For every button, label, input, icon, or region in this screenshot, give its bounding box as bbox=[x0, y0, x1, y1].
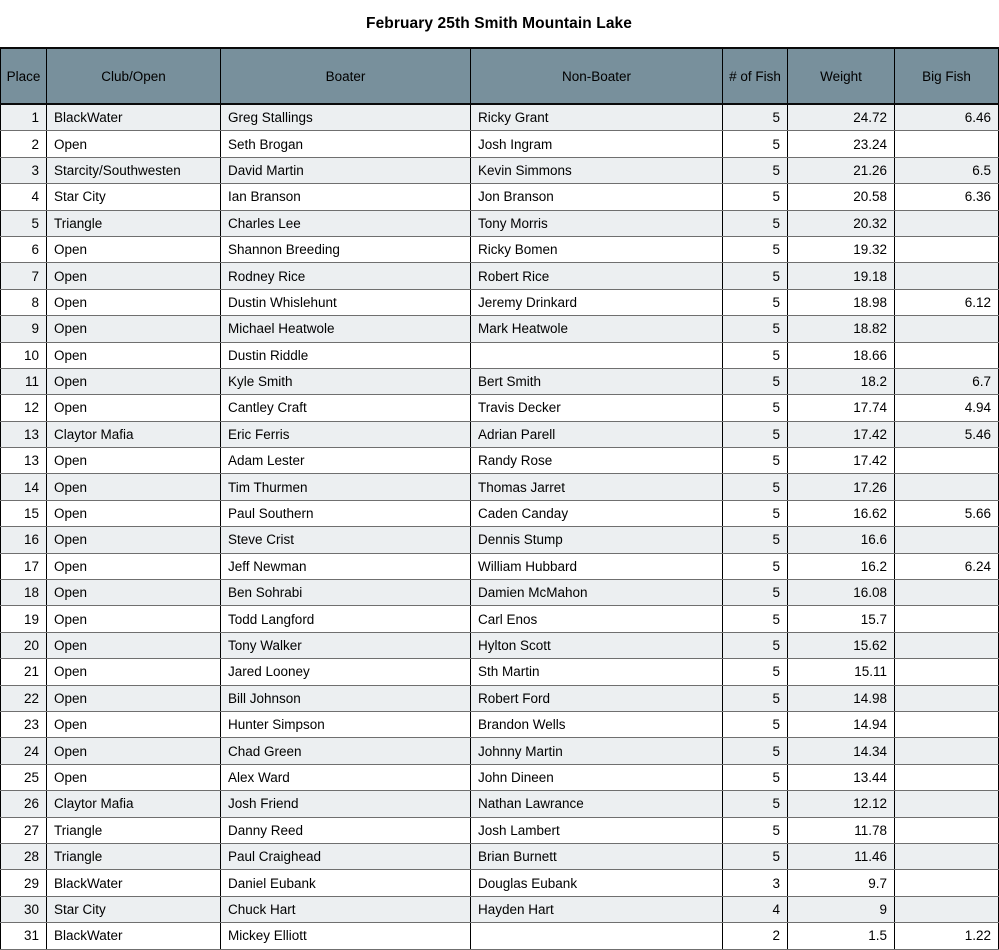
table-row bbox=[1, 368, 999, 394]
cell-club[interactable]: BlackWater bbox=[47, 923, 221, 949]
cell-fish-count[interactable]: 5 bbox=[723, 342, 788, 368]
cell-big-fish[interactable] bbox=[895, 448, 999, 474]
cell-fish-count[interactable]: 5 bbox=[723, 395, 788, 421]
cell-big-fish[interactable] bbox=[895, 342, 999, 368]
cell-big-fish[interactable] bbox=[895, 764, 999, 790]
cell-place[interactable]: 10 bbox=[1, 342, 47, 368]
cell-place[interactable]: 5 bbox=[1, 210, 47, 236]
page-title: February 25th Smith Mountain Lake bbox=[366, 14, 632, 32]
cell-big-fish[interactable]: 4.94 bbox=[895, 395, 999, 421]
cell-fish-count[interactable]: 5 bbox=[723, 421, 788, 447]
cell-boater[interactable]: Chad Green bbox=[221, 738, 471, 764]
column-header-boater[interactable]: Boater bbox=[221, 48, 471, 104]
cell-place[interactable]: 26 bbox=[1, 791, 47, 817]
cell-weight[interactable]: 14.98 bbox=[788, 685, 895, 711]
header-row bbox=[1, 48, 999, 104]
table-row bbox=[1, 342, 999, 368]
cell-fish-count[interactable]: 2 bbox=[723, 923, 788, 949]
cell-fish-count[interactable]: 5 bbox=[723, 580, 788, 606]
cell-non-boater[interactable]: Brandon Wells bbox=[471, 711, 723, 737]
cell-club[interactable]: BlackWater bbox=[47, 104, 221, 131]
cell-club[interactable]: Open bbox=[47, 448, 221, 474]
cell-boater[interactable]: Steve Crist bbox=[221, 527, 471, 553]
table-row bbox=[1, 395, 999, 421]
cell-fish-count[interactable]: 5 bbox=[723, 236, 788, 262]
cell-boater[interactable]: Paul Southern bbox=[221, 500, 471, 526]
cell-club[interactable]: Open bbox=[47, 659, 221, 685]
table-row bbox=[1, 448, 999, 474]
table-row bbox=[1, 791, 999, 817]
cell-weight[interactable]: 9 bbox=[788, 896, 895, 922]
table-row bbox=[1, 500, 999, 526]
cell-weight[interactable]: 16.08 bbox=[788, 580, 895, 606]
cell-club[interactable]: Open bbox=[47, 289, 221, 315]
cell-weight[interactable]: 23.24 bbox=[788, 131, 895, 157]
cell-boater[interactable]: Mickey Elliott bbox=[221, 923, 471, 949]
cell-non-boater[interactable]: Mark Heatwole bbox=[471, 316, 723, 342]
cell-weight[interactable]: 18.66 bbox=[788, 342, 895, 368]
cell-club[interactable]: Starcity/Southwesten bbox=[47, 157, 221, 183]
cell-fish-count[interactable]: 5 bbox=[723, 527, 788, 553]
cell-boater[interactable]: Jeff Newman bbox=[221, 553, 471, 579]
cell-fish-count[interactable]: 5 bbox=[723, 817, 788, 843]
cell-fish-count[interactable]: 3 bbox=[723, 870, 788, 896]
cell-non-boater[interactable]: William Hubbard bbox=[471, 553, 723, 579]
cell-club[interactable]: Open bbox=[47, 764, 221, 790]
cell-fish-count[interactable]: 5 bbox=[723, 500, 788, 526]
cell-club[interactable]: Triangle bbox=[47, 817, 221, 843]
cell-boater[interactable]: Tim Thurmen bbox=[221, 474, 471, 500]
cell-place[interactable]: 1 bbox=[1, 104, 47, 131]
cell-non-boater[interactable]: Nathan Lawrance bbox=[471, 791, 723, 817]
table-row bbox=[1, 263, 999, 289]
cell-boater[interactable]: Michael Heatwole bbox=[221, 316, 471, 342]
cell-place[interactable]: 9 bbox=[1, 316, 47, 342]
results-table bbox=[0, 47, 999, 950]
cell-club[interactable]: Open bbox=[47, 632, 221, 658]
table-row bbox=[1, 738, 999, 764]
cell-weight[interactable]: 17.42 bbox=[788, 421, 895, 447]
cell-club[interactable]: Open bbox=[47, 685, 221, 711]
column-header-non-boater[interactable]: Non-Boater bbox=[471, 48, 723, 104]
table-row bbox=[1, 580, 999, 606]
column-header-club-open[interactable]: Club/Open bbox=[47, 48, 221, 104]
table-row bbox=[1, 923, 999, 949]
cell-weight[interactable]: 14.94 bbox=[788, 711, 895, 737]
cell-big-fish[interactable] bbox=[895, 632, 999, 658]
cell-boater[interactable]: Cantley Craft bbox=[221, 395, 471, 421]
cell-big-fish[interactable] bbox=[895, 711, 999, 737]
cell-boater[interactable]: David Martin bbox=[221, 157, 471, 183]
cell-non-boater[interactable]: Hylton Scott bbox=[471, 632, 723, 658]
cell-club[interactable]: Star City bbox=[47, 896, 221, 922]
cell-non-boater[interactable]: Ricky Bomen bbox=[471, 236, 723, 262]
table-row bbox=[1, 316, 999, 342]
cell-non-boater[interactable]: Dennis Stump bbox=[471, 527, 723, 553]
cell-weight[interactable]: 18.98 bbox=[788, 289, 895, 315]
table-row bbox=[1, 527, 999, 553]
cell-boater[interactable]: Hunter Simpson bbox=[221, 711, 471, 737]
cell-club[interactable]: Open bbox=[47, 527, 221, 553]
cell-fish-count[interactable]: 5 bbox=[723, 184, 788, 210]
title-bar bbox=[0, 0, 998, 47]
cell-club[interactable]: Triangle bbox=[47, 210, 221, 236]
cell-weight[interactable]: 12.12 bbox=[788, 791, 895, 817]
cell-non-boater[interactable]: Robert Rice bbox=[471, 263, 723, 289]
cell-club[interactable]: Open bbox=[47, 131, 221, 157]
cell-weight[interactable]: 14.34 bbox=[788, 738, 895, 764]
cell-boater[interactable]: Seth Brogan bbox=[221, 131, 471, 157]
cell-place[interactable]: 7 bbox=[1, 263, 47, 289]
cell-weight[interactable]: 15.11 bbox=[788, 659, 895, 685]
cell-weight[interactable]: 11.78 bbox=[788, 817, 895, 843]
cell-non-boater[interactable]: Damien McMahon bbox=[471, 580, 723, 606]
cell-weight[interactable]: 1.5 bbox=[788, 923, 895, 949]
cell-non-boater[interactable]: Josh Ingram bbox=[471, 131, 723, 157]
cell-non-boater[interactable]: Caden Canday bbox=[471, 500, 723, 526]
cell-non-boater[interactable]: Jon Branson bbox=[471, 184, 723, 210]
table-row bbox=[1, 843, 999, 869]
cell-fish-count[interactable]: 5 bbox=[723, 764, 788, 790]
table-row bbox=[1, 104, 999, 131]
cell-boater[interactable]: Tony Walker bbox=[221, 632, 471, 658]
cell-boater[interactable]: Rodney Rice bbox=[221, 263, 471, 289]
table-row bbox=[1, 659, 999, 685]
cell-non-boater[interactable] bbox=[471, 923, 723, 949]
cell-boater[interactable]: Paul Craighead bbox=[221, 843, 471, 869]
cell-non-boater[interactable]: Carl Enos bbox=[471, 606, 723, 632]
cell-boater[interactable]: Adam Lester bbox=[221, 448, 471, 474]
cell-place[interactable]: 11 bbox=[1, 368, 47, 394]
cell-weight[interactable]: 17.26 bbox=[788, 474, 895, 500]
cell-big-fish[interactable]: 5.46 bbox=[895, 421, 999, 447]
table-row bbox=[1, 896, 999, 922]
cell-weight[interactable]: 16.62 bbox=[788, 500, 895, 526]
cell-weight[interactable]: 17.42 bbox=[788, 448, 895, 474]
cell-non-boater[interactable]: Robert Ford bbox=[471, 685, 723, 711]
cell-boater[interactable]: Jared Looney bbox=[221, 659, 471, 685]
cell-fish-count[interactable]: 5 bbox=[723, 659, 788, 685]
cell-non-boater[interactable]: Hayden Hart bbox=[471, 896, 723, 922]
cell-weight[interactable]: 16.6 bbox=[788, 527, 895, 553]
cell-big-fish[interactable]: 6.5 bbox=[895, 157, 999, 183]
cell-big-fish[interactable] bbox=[895, 474, 999, 500]
cell-non-boater[interactable]: Sth Martin bbox=[471, 659, 723, 685]
cell-non-boater[interactable]: Kevin Simmons bbox=[471, 157, 723, 183]
cell-non-boater[interactable]: Josh Lambert bbox=[471, 817, 723, 843]
cell-place[interactable]: 27 bbox=[1, 817, 47, 843]
cell-big-fish[interactable] bbox=[895, 685, 999, 711]
cell-fish-count[interactable]: 5 bbox=[723, 606, 788, 632]
cell-place[interactable]: 19 bbox=[1, 606, 47, 632]
cell-club[interactable]: Open bbox=[47, 606, 221, 632]
cell-club[interactable]: Open bbox=[47, 263, 221, 289]
cell-weight[interactable]: 15.7 bbox=[788, 606, 895, 632]
cell-club[interactable]: Claytor Mafia bbox=[47, 421, 221, 447]
cell-club[interactable]: Open bbox=[47, 500, 221, 526]
cell-boater[interactable]: Kyle Smith bbox=[221, 368, 471, 394]
cell-place[interactable]: 28 bbox=[1, 843, 47, 869]
table-row bbox=[1, 289, 999, 315]
cell-place[interactable]: 30 bbox=[1, 896, 47, 922]
table-row bbox=[1, 474, 999, 500]
cell-non-boater[interactable]: Johnny Martin bbox=[471, 738, 723, 764]
cell-place[interactable]: 15 bbox=[1, 500, 47, 526]
cell-place[interactable]: 29 bbox=[1, 870, 47, 896]
cell-boater[interactable]: Danny Reed bbox=[221, 817, 471, 843]
cell-club[interactable]: Triangle bbox=[47, 843, 221, 869]
cell-weight[interactable]: 24.72 bbox=[788, 104, 895, 131]
cell-club[interactable]: Open bbox=[47, 316, 221, 342]
cell-boater[interactable]: Shannon Breeding bbox=[221, 236, 471, 262]
cell-club[interactable]: Star City bbox=[47, 184, 221, 210]
cell-place[interactable]: 20 bbox=[1, 632, 47, 658]
cell-fish-count[interactable]: 5 bbox=[723, 632, 788, 658]
cell-big-fish[interactable] bbox=[895, 817, 999, 843]
cell-boater[interactable]: Chuck Hart bbox=[221, 896, 471, 922]
cell-club[interactable]: Open bbox=[47, 580, 221, 606]
table-row bbox=[1, 817, 999, 843]
cell-fish-count[interactable]: 5 bbox=[723, 553, 788, 579]
cell-fish-count[interactable]: 4 bbox=[723, 896, 788, 922]
cell-fish-count[interactable]: 5 bbox=[723, 210, 788, 236]
cell-fish-count[interactable]: 5 bbox=[723, 474, 788, 500]
table-row bbox=[1, 157, 999, 183]
cell-place[interactable]: 8 bbox=[1, 289, 47, 315]
cell-non-boater[interactable] bbox=[471, 342, 723, 368]
cell-big-fish[interactable] bbox=[895, 131, 999, 157]
cell-big-fish[interactable]: 6.46 bbox=[895, 104, 999, 131]
cell-boater[interactable]: Dustin Riddle bbox=[221, 342, 471, 368]
cell-boater[interactable]: Ian Branson bbox=[221, 184, 471, 210]
cell-non-boater[interactable]: Brian Burnett bbox=[471, 843, 723, 869]
column-header-place[interactable]: Place bbox=[1, 48, 47, 104]
cell-weight[interactable]: 9.7 bbox=[788, 870, 895, 896]
cell-big-fish[interactable] bbox=[895, 659, 999, 685]
cell-big-fish[interactable] bbox=[895, 527, 999, 553]
cell-fish-count[interactable]: 5 bbox=[723, 791, 788, 817]
cell-club[interactable]: Open bbox=[47, 236, 221, 262]
cell-weight[interactable]: 19.32 bbox=[788, 236, 895, 262]
table-body bbox=[1, 104, 999, 949]
cell-big-fish[interactable]: 1.22 bbox=[895, 923, 999, 949]
table-row bbox=[1, 131, 999, 157]
cell-place[interactable]: 24 bbox=[1, 738, 47, 764]
table-row bbox=[1, 764, 999, 790]
cell-place[interactable]: 2 bbox=[1, 131, 47, 157]
table-row bbox=[1, 606, 999, 632]
cell-big-fish[interactable] bbox=[895, 580, 999, 606]
cell-place[interactable]: 21 bbox=[1, 659, 47, 685]
cell-place[interactable]: 22 bbox=[1, 685, 47, 711]
cell-fish-count[interactable]: 5 bbox=[723, 685, 788, 711]
cell-big-fish[interactable] bbox=[895, 738, 999, 764]
cell-non-boater[interactable]: Ricky Grant bbox=[471, 104, 723, 131]
cell-big-fish[interactable]: 6.12 bbox=[895, 289, 999, 315]
cell-fish-count[interactable]: 5 bbox=[723, 131, 788, 157]
cell-place[interactable]: 31 bbox=[1, 923, 47, 949]
cell-big-fish[interactable] bbox=[895, 606, 999, 632]
cell-weight[interactable]: 20.58 bbox=[788, 184, 895, 210]
cell-fish-count[interactable]: 5 bbox=[723, 711, 788, 737]
cell-big-fish[interactable]: 6.36 bbox=[895, 184, 999, 210]
table-row bbox=[1, 184, 999, 210]
cell-club[interactable]: Open bbox=[47, 368, 221, 394]
cell-non-boater[interactable]: Travis Decker bbox=[471, 395, 723, 421]
cell-place[interactable]: 4 bbox=[1, 184, 47, 210]
cell-place[interactable]: 13 bbox=[1, 421, 47, 447]
cell-boater[interactable]: Eric Ferris bbox=[221, 421, 471, 447]
cell-place[interactable]: 12 bbox=[1, 395, 47, 421]
cell-weight[interactable]: 18.2 bbox=[788, 368, 895, 394]
column-header-weight[interactable]: Weight bbox=[788, 48, 895, 104]
cell-club[interactable]: BlackWater bbox=[47, 870, 221, 896]
cell-weight[interactable]: 18.82 bbox=[788, 316, 895, 342]
cell-boater[interactable]: Ben Sohrabi bbox=[221, 580, 471, 606]
cell-big-fish[interactable] bbox=[895, 263, 999, 289]
cell-non-boater[interactable]: Douglas Eubank bbox=[471, 870, 723, 896]
table-row bbox=[1, 870, 999, 896]
cell-club[interactable]: Open bbox=[47, 553, 221, 579]
cell-big-fish[interactable]: 5.66 bbox=[895, 500, 999, 526]
cell-club[interactable]: Claytor Mafia bbox=[47, 791, 221, 817]
column-header-big-fish[interactable]: Big Fish bbox=[895, 48, 999, 104]
cell-fish-count[interactable]: 5 bbox=[723, 157, 788, 183]
cell-weight[interactable]: 19.18 bbox=[788, 263, 895, 289]
cell-weight[interactable]: 11.46 bbox=[788, 843, 895, 869]
cell-fish-count[interactable]: 5 bbox=[723, 843, 788, 869]
cell-boater[interactable]: Daniel Eubank bbox=[221, 870, 471, 896]
cell-boater[interactable]: Todd Langford bbox=[221, 606, 471, 632]
cell-boater[interactable]: Dustin Whislehunt bbox=[221, 289, 471, 315]
table-row bbox=[1, 210, 999, 236]
table-row bbox=[1, 421, 999, 447]
cell-big-fish[interactable] bbox=[895, 870, 999, 896]
cell-club[interactable]: Open bbox=[47, 395, 221, 421]
cell-weight[interactable]: 21.26 bbox=[788, 157, 895, 183]
cell-place[interactable]: 6 bbox=[1, 236, 47, 262]
cell-non-boater[interactable]: Jeremy Drinkard bbox=[471, 289, 723, 315]
cell-place[interactable]: 3 bbox=[1, 157, 47, 183]
cell-place[interactable]: 16 bbox=[1, 527, 47, 553]
table-row bbox=[1, 685, 999, 711]
cell-big-fish[interactable] bbox=[895, 210, 999, 236]
table-row bbox=[1, 711, 999, 737]
cell-place[interactable]: 17 bbox=[1, 553, 47, 579]
column-header-fish-count[interactable]: # of Fish bbox=[723, 48, 788, 104]
cell-non-boater[interactable]: Randy Rose bbox=[471, 448, 723, 474]
table-row bbox=[1, 553, 999, 579]
cell-boater[interactable]: Charles Lee bbox=[221, 210, 471, 236]
cell-big-fish[interactable]: 6.7 bbox=[895, 368, 999, 394]
cell-fish-count[interactable]: 5 bbox=[723, 448, 788, 474]
table-row bbox=[1, 236, 999, 262]
cell-non-boater[interactable]: Adrian Parell bbox=[471, 421, 723, 447]
cell-big-fish[interactable] bbox=[895, 236, 999, 262]
cell-weight[interactable]: 17.74 bbox=[788, 395, 895, 421]
cell-big-fish[interactable] bbox=[895, 843, 999, 869]
cell-big-fish[interactable] bbox=[895, 791, 999, 817]
cell-boater[interactable]: Greg Stallings bbox=[221, 104, 471, 131]
cell-non-boater[interactable]: Bert Smith bbox=[471, 368, 723, 394]
cell-place[interactable]: 13 bbox=[1, 448, 47, 474]
cell-weight[interactable]: 20.32 bbox=[788, 210, 895, 236]
cell-non-boater[interactable]: Tony Morris bbox=[471, 210, 723, 236]
cell-place[interactable]: 23 bbox=[1, 711, 47, 737]
cell-place[interactable]: 14 bbox=[1, 474, 47, 500]
cell-fish-count[interactable]: 5 bbox=[723, 289, 788, 315]
cell-non-boater[interactable]: Thomas Jarret bbox=[471, 474, 723, 500]
cell-boater[interactable]: Alex Ward bbox=[221, 764, 471, 790]
cell-big-fish[interactable] bbox=[895, 316, 999, 342]
cell-non-boater[interactable]: John Dineen bbox=[471, 764, 723, 790]
cell-fish-count[interactable]: 5 bbox=[723, 263, 788, 289]
cell-fish-count[interactable]: 5 bbox=[723, 104, 788, 131]
cell-club[interactable]: Open bbox=[47, 474, 221, 500]
cell-fish-count[interactable]: 5 bbox=[723, 368, 788, 394]
cell-fish-count[interactable]: 5 bbox=[723, 738, 788, 764]
cell-club[interactable]: Open bbox=[47, 342, 221, 368]
cell-weight[interactable]: 16.2 bbox=[788, 553, 895, 579]
cell-big-fish[interactable]: 6.24 bbox=[895, 553, 999, 579]
cell-boater[interactable]: Bill Johnson bbox=[221, 685, 471, 711]
cell-place[interactable]: 25 bbox=[1, 764, 47, 790]
cell-fish-count[interactable]: 5 bbox=[723, 316, 788, 342]
table-row bbox=[1, 632, 999, 658]
cell-place[interactable]: 18 bbox=[1, 580, 47, 606]
cell-weight[interactable]: 13.44 bbox=[788, 764, 895, 790]
cell-boater[interactable]: Josh Friend bbox=[221, 791, 471, 817]
cell-weight[interactable]: 15.62 bbox=[788, 632, 895, 658]
cell-big-fish[interactable] bbox=[895, 896, 999, 922]
cell-club[interactable]: Open bbox=[47, 711, 221, 737]
cell-club[interactable]: Open bbox=[47, 738, 221, 764]
